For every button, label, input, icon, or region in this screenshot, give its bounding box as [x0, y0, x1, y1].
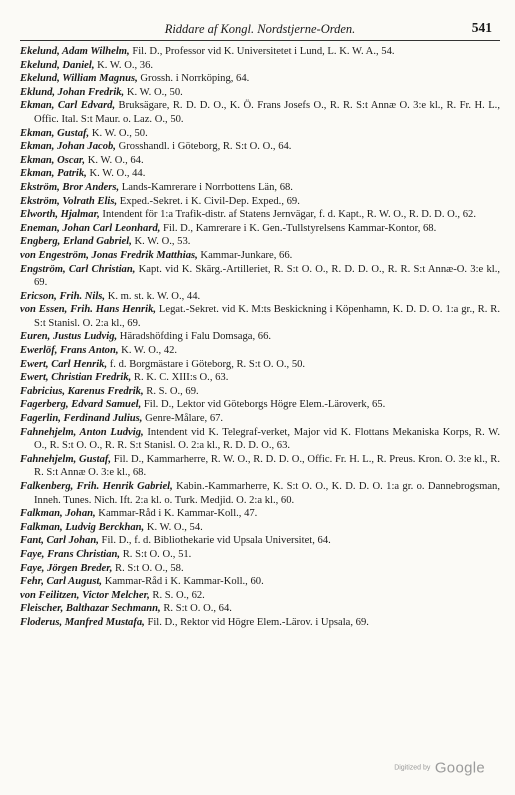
entry-details: K. m. st. k. W. O., 44. — [105, 290, 201, 302]
register-entry — [20, 195, 500, 209]
register-entry — [20, 398, 500, 412]
register-entry — [20, 222, 500, 236]
entry-details: Bruksägare, R. D. D. O., K. Ö. Frans Josefs O., R. R. S:t Annæ O. 3:e kl., R. Fr. H. L., Offic. Ital. S:t Maur. o. Laz. O., 50. — [34, 100, 500, 125]
entry-name: Ewert, Christian Fredrik, — [20, 372, 132, 384]
entry-name: Fahnehjelm, Anton Ludvig, — [20, 426, 144, 438]
entry-details: Kammar-Junkare, 66. — [197, 249, 293, 261]
register-entry — [20, 589, 500, 603]
register-entry — [20, 235, 500, 249]
entry-details: R. S. O., 62. — [149, 589, 205, 601]
entry-details: Kabin.-Kammarherre, K. S:t O. O., K. D. D. O. 1:a gr. o. Dannebrogsman, Inneh. Tunes. Nich. Ift. 2:a kl. o. Turk. Medjid. O. 2:a kl., 60. — [34, 481, 500, 506]
entry-name: Ekman, Carl Edvard, — [20, 100, 116, 112]
entry-details: R. K. C. XIII:s O., 63. — [131, 372, 229, 384]
entry-name: Ekman, Patrik, — [20, 168, 87, 180]
entry-name: Falkenberg, Frih. Henrik Gabriel, — [20, 481, 173, 492]
header-rule — [20, 40, 500, 41]
entry-name: Fehr, Carl August, — [20, 576, 103, 588]
digitized-by-label: Digitized by — [394, 764, 431, 772]
entry-name: Fagerlin, Ferdinand Julius, — [20, 413, 143, 425]
entry-name: Fagerberg, Edvard Samuel, — [20, 399, 142, 411]
entry-details: K. W. O., 64. — [85, 154, 144, 166]
entry-details: Häradshöfding i Falu Domsaga, 66. — [117, 331, 272, 343]
entry-details: Fil. D., Kamrerare i K. Gen.-Tullstyrelsens Kammar-Kontor, 68. — [160, 222, 437, 234]
entry-name: Ekman, Gustaf, — [20, 127, 90, 139]
entry-details: R. S:t O. O., 51. — [120, 548, 192, 560]
register-entry — [20, 616, 500, 630]
page-header — [20, 20, 500, 38]
entry-name: Ekelund, William Magnus, — [20, 73, 138, 85]
entry-name: von Essen, Frih. Hans Henrik, — [20, 304, 157, 316]
register-entry — [20, 507, 500, 521]
entry-name: Faye, Jörgen Breder, — [20, 562, 113, 574]
register-entry — [20, 59, 500, 73]
entry-name: Fabricius, Karenus Fredrik, — [20, 385, 144, 397]
entry-name: Ekström, Bror Anders, — [20, 181, 120, 193]
register-entry — [20, 602, 500, 616]
entry-name: Falkman, Johan, — [20, 508, 96, 520]
entry-details: R. S:t O. O., 64. — [160, 603, 232, 615]
entry-details: K. W. O., 44. — [86, 168, 146, 180]
register-entry — [20, 575, 500, 589]
entry-name: Elworth, Hjalmar, — [20, 209, 100, 221]
register-entry — [20, 249, 500, 263]
entry-details: Fil. D., Rektor vid Högre Elem.-Lärov. i Upsala, 69. — [144, 616, 369, 628]
register-entry — [20, 86, 500, 100]
google-logo: Google — [434, 759, 485, 777]
register-entry — [20, 303, 500, 330]
entry-details: Intendent för 1:a Trafik-distr. af Statens Jernvägar, f. d. Kapt., R. W. O., R. D. D. O., 62. — [99, 209, 476, 221]
register-entry — [20, 290, 500, 304]
register-entry — [20, 548, 500, 562]
register-entry — [20, 208, 500, 222]
entry-name: Fahnehjelm, Gustaf, — [20, 453, 112, 465]
entry-name: Eneman, Johan Carl Leonhard, — [20, 222, 161, 234]
entry-name: von Engeström, Jonas Fredrik Matthias, — [20, 249, 198, 261]
register-entry — [20, 453, 500, 480]
entry-name: Ewerlöf, Frans Anton, — [20, 345, 119, 357]
entry-details: Lands-Kamrerare i Norrbottens Län, 68. — [119, 181, 293, 193]
entry-details: Fil. D., Professor vid K. Universitetet i Lund, L. K. W. A., 54. — [129, 46, 395, 57]
entry-name: Ekström, Volrath Elis, — [20, 195, 118, 207]
digitization-footer — [394, 759, 485, 777]
register-entry — [20, 562, 500, 576]
register-entry — [20, 344, 500, 358]
register-entry — [20, 72, 500, 86]
entry-name: Euren, Justus Ludvig, — [20, 331, 118, 343]
register-entry — [20, 534, 500, 548]
running-title: Riddare af Kongl. Nordstjerne-Orden. — [164, 22, 356, 36]
entry-details: K. W. O., 36. — [94, 59, 154, 71]
entry-details: Exped.-Sekret. i K. Civil-Dep. Exped., 69. — [117, 195, 300, 207]
entry-name: Fant, Carl Johan, — [20, 535, 99, 547]
entry-name: Floderus, Manfred Mustafa, — [20, 616, 145, 628]
entry-details: Kammar-Råd i K. Kammar-Koll., 47. — [95, 508, 258, 520]
entry-details: Grosshandl. i Göteborg, R. S:t O. O., 64. — [115, 141, 292, 153]
entry-details: Intendent vid K. Telegraf-verket, Major vid K. Flottans Mekaniska Korps, R. W. O., R. S:t O. O., R. R. S:t Stanisl. O. 2:a kl., R. D. D. O., 63. — [34, 426, 500, 452]
register-entry — [20, 371, 500, 385]
register-entry — [20, 181, 500, 195]
entry-name: Ericson, Frih. Nils, — [20, 290, 106, 302]
entry-name: Engberg, Erland Gabriel, — [20, 236, 132, 248]
entry-details: f. d. Borgmästare i Göteborg, R. S:t O. O., 50. — [107, 358, 306, 370]
entry-list — [20, 45, 500, 630]
entry-name: Eklund, Johan Fredrik, — [20, 86, 125, 98]
register-entry — [20, 412, 500, 426]
register-entry — [20, 140, 500, 154]
entry-details: Kammar-Råd i K. Kammar-Koll., 60. — [102, 576, 264, 588]
entry-details: K. W. O., 42. — [118, 345, 178, 357]
entry-details: K. W. O., 50. — [89, 127, 148, 139]
entry-details: Kapt. vid K. Skärg.-Artilleriet, R. S:t O. O., R. D. D. O., R. R. S:t Annæ-O. 3:e kl., 69. — [34, 263, 500, 289]
entry-name: von Feilitzen, Victor Melcher, — [20, 589, 150, 601]
register-entry — [20, 521, 500, 535]
register-entry — [20, 154, 500, 168]
entry-details: Fil. D., Kammarherre, R. W. O., R. D. D. O., Offic. Fr. H. L., R. Preus. Kron. O. 3:e kl., R. R. S:t Annæ O. 3:e kl., 68. — [34, 453, 500, 479]
entry-name: Ekelund, Daniel, — [20, 59, 95, 71]
register-entry — [20, 127, 500, 141]
entry-name: Falkman, Ludvig Berckhan, — [20, 521, 145, 533]
entry-details: Fil. D., f. d. Bibliothekarie vid Upsala Universitet, 64. — [98, 535, 331, 547]
entry-name: Ewert, Carl Henrik, — [20, 358, 108, 370]
register-entry — [20, 330, 500, 344]
page-number: 541 — [471, 20, 492, 35]
register-entry — [20, 480, 500, 507]
entry-details: Grossh. i Norrköping, 64. — [137, 73, 250, 85]
register-entry — [20, 45, 500, 59]
entry-details: R. S:t O. O., 58. — [112, 562, 184, 574]
register-entry — [20, 385, 500, 399]
entry-details: K. W. O., 54. — [144, 521, 203, 533]
entry-details: Fil. D., Lektor vid Göteborgs Högre Elem.-Läroverk, 65. — [141, 399, 386, 411]
entry-name: Engström, Carl Christian, — [20, 263, 136, 275]
entry-name: Ekman, Johan Jacob, — [20, 141, 116, 153]
entry-details: Genre-Målare, 67. — [142, 413, 224, 425]
entry-name: Ekelund, Adam Wilhelm, — [20, 46, 130, 57]
register-entry — [20, 99, 500, 126]
entry-details: Legat.-Sekret. vid K. M:ts Beskickning i Köpenhamn, K. D. D. O. 1:a gr., R. R. S:t Stanisl. O. 2:a kl., 69. — [34, 304, 500, 329]
entry-name: Faye, Frans Christian, — [20, 548, 121, 560]
register-entry — [20, 358, 500, 372]
register-entry — [20, 167, 500, 181]
register-entry — [20, 426, 500, 453]
entry-details: K. W. O., 53. — [131, 236, 191, 248]
entry-name: Ekman, Oscar, — [20, 154, 86, 166]
register-entry — [20, 263, 500, 290]
entry-details: K. W. O., 50. — [124, 86, 183, 98]
entry-details: R. S. O., 69. — [143, 385, 199, 397]
entry-name: Fleischer, Balthazar Sechmann, — [20, 603, 161, 615]
